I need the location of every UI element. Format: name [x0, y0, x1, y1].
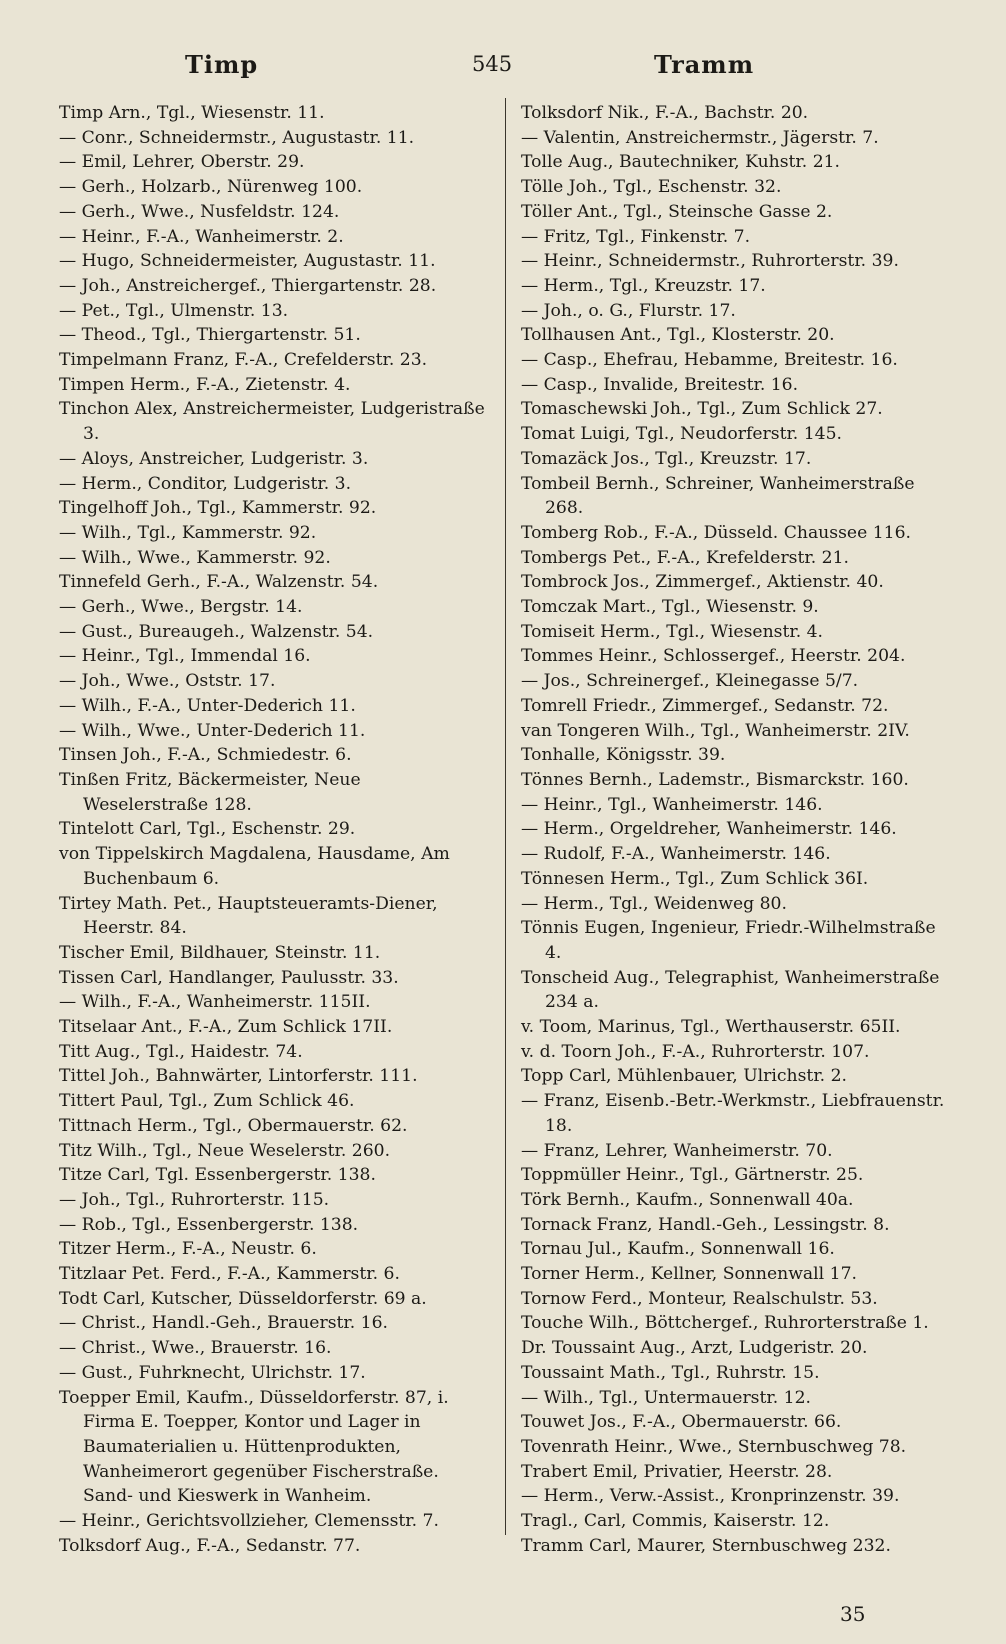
directory-entry: von Tippelskirch Magdalena, Hausdame, Am Buchenbaum 6.	[59, 844, 450, 889]
directory-entry: — Joh., Tgl., Ruhrorterstr. 115.	[59, 1189, 330, 1210]
directory-entry: Tinchon Alex, Anstreichermeister, Ludgeristraße 3.	[59, 399, 485, 445]
directory-entry: — Wilh., Tgl., Untermauerstr. 12.	[521, 1387, 811, 1408]
right-guide-word: Tramm	[654, 50, 755, 79]
directory-entry: — Rob., Tgl., Essenbergerstr. 138.	[59, 1214, 359, 1235]
directory-entry: — Franz, Lehrer, Wanheimerstr. 70.	[521, 1140, 833, 1161]
directory-entry: — Heinr., Gerichtsvollzieher, Clemensstr. 7.	[59, 1511, 439, 1532]
directory-entry: Tramm Carl, Maurer, Sternbuschweg 232.	[521, 1535, 891, 1556]
directory-entry: — Heinr., F.-A., Wanheimerstr. 2.	[59, 226, 344, 247]
directory-entry: — Gust., Bureaugeh., Walzenstr. 54.	[59, 621, 374, 642]
directory-entry: Tomiseit Herm., Tgl., Wiesenstr. 4.	[521, 621, 824, 642]
right-column	[521, 101, 953, 1558]
directory-entry: Tönnes Bernh., Lademstr., Bismarckstr. 160.	[521, 769, 909, 790]
directory-entry: Dr. Toussaint Aug., Arzt, Ludgeristr. 20.	[521, 1338, 868, 1359]
directory-entry: Touche Wilh., Böttchergef., Ruhrorterstraße 1.	[521, 1313, 929, 1334]
directory-entry: Trabert Emil, Privatier, Heerstr. 28.	[521, 1461, 833, 1482]
directory-entry: — Gust., Fuhrknecht, Ulrichstr. 17.	[59, 1362, 366, 1383]
directory-entry: — Gerh., Holzarb., Nürenweg 100.	[59, 177, 363, 198]
directory-entry: Tollhausen Ant., Tgl., Klosterstr. 20.	[521, 325, 835, 346]
directory-entry: — Casp., Invalide, Breitestr. 16.	[521, 374, 799, 395]
directory-entry: — Wilh., F.-A., Unter-Dederich 11.	[59, 695, 356, 716]
directory-entry: Tombrock Jos., Zimmergef., Aktienstr. 40.	[521, 572, 884, 593]
directory-entry: Torner Herm., Kellner, Sonnenwall 17.	[521, 1264, 857, 1285]
left-guide-word: Timp	[185, 50, 259, 79]
directory-entry: Tölle Joh., Tgl., Eschenstr. 32.	[521, 177, 782, 198]
directory-entry: — Joh., Wwe., Oststr. 17.	[59, 671, 276, 692]
directory-entry: Titz Wilh., Tgl., Neue Weselerstr. 260.	[59, 1140, 391, 1161]
directory-entry: Tittnach Herm., Tgl., Obermauerstr. 62.	[59, 1115, 408, 1136]
directory-entry: — Conr., Schneidermstr., Augustastr. 11.	[59, 127, 415, 148]
directory-entry: — Franz, Eisenb.-Betr.-Werkmstr., Liebfrauenstr. 18.	[521, 1091, 945, 1136]
directory-entry: — Herm., Tgl., Weidenweg 80.	[521, 893, 787, 914]
directory-entry: Tornow Ferd., Monteur, Realschulstr. 53.	[521, 1288, 878, 1309]
directory-entry: Touwet Jos., F.-A., Obermauerstr. 66.	[521, 1412, 842, 1433]
directory-entry: — Emil, Lehrer, Oberstr. 29.	[59, 152, 305, 173]
directory-entry: Tonscheid Aug., Telegraphist, Wanheimerstraße 234 a.	[521, 967, 940, 1013]
directory-entry: Toepper Emil, Kaufm., Düsseldorferstr. 87, i. Firma E. Toepper, Kontor und Lager in Baumaterialien u. Hüttenprodukten, Wanheimerort gegenüber Fischerstraße. Sand- und Kieswerk in Wanheim.	[59, 1387, 449, 1507]
directory-entry: — Heinr., Schneidermstr., Ruhrorterstr. 39.	[521, 251, 899, 272]
directory-entry: — Fritz, Tgl., Finkenstr. 7.	[521, 226, 751, 247]
page-header	[0, 50, 1006, 90]
directory-entry: Törk Bernh., Kaufm., Sonnenwall 40a.	[521, 1189, 854, 1210]
left-column	[59, 101, 491, 1558]
directory-entry: Tissen Carl, Handlanger, Paulusstr. 33.	[59, 967, 399, 988]
directory-entry: Tombergs Pet., F.-A., Krefelderstr. 21.	[521, 547, 849, 568]
directory-entry: Toussaint Math., Tgl., Ruhrstr. 15.	[521, 1362, 820, 1383]
directory-entry: Tomazäck Jos., Tgl., Kreuzstr. 17.	[521, 448, 812, 469]
directory-entry: — Jos., Schreinergef., Kleinegasse 5/7.	[521, 671, 859, 692]
directory-entry: — Wilh., Wwe., Kammerstr. 92.	[59, 547, 331, 568]
directory-entry: Tomrell Friedr., Zimmergef., Sedanstr. 72.	[521, 695, 889, 716]
directory-entry: Tomberg Rob., F.-A., Düsseld. Chaussee 116.	[521, 522, 911, 543]
directory-entry: van Tongeren Wilh., Tgl., Wanheimerstr. 2IV.	[521, 720, 910, 741]
directory-entry: Titzer Herm., F.-A., Neustr. 6.	[59, 1239, 317, 1260]
column-divider	[505, 98, 506, 1535]
directory-entry: Tinsen Joh., F.-A., Schmiedestr. 6.	[59, 745, 352, 766]
signature-mark: 35	[840, 1602, 866, 1626]
directory-entry: — Gerh., Wwe., Nusfeldstr. 124.	[59, 201, 340, 222]
directory-entry: — Rudolf, F.-A., Wanheimerstr. 146.	[521, 844, 831, 865]
directory-entry: Timpen Herm., F.-A., Zietenstr. 4.	[59, 374, 351, 395]
directory-entry: Timpelmann Franz, F.-A., Crefelderstr. 23.	[59, 350, 428, 371]
directory-entry: Tönnesen Herm., Tgl., Zum Schlick 36I.	[521, 868, 869, 889]
directory-entry: Tornack Franz, Handl.-Geh., Lessingstr. 8.	[521, 1214, 890, 1235]
directory-entry: Tintelott Carl, Tgl., Eschenstr. 29.	[59, 819, 356, 840]
directory-entry: — Heinr., Tgl., Wanheimerstr. 146.	[521, 794, 823, 815]
directory-entry: — Herm., Conditor, Ludgeristr. 3.	[59, 473, 352, 494]
directory-entry: — Wilh., F.-A., Wanheimerstr. 115II.	[59, 992, 371, 1013]
directory-entry: Tittert Paul, Tgl., Zum Schlick 46.	[59, 1091, 355, 1112]
directory-entry: Titselaar Ant., F.-A., Zum Schlick 17II.	[59, 1017, 393, 1038]
directory-entry: v. d. Toorn Joh., F.-A., Ruhrorterstr. 107.	[521, 1041, 870, 1062]
directory-entry: — Christ., Handl.-Geh., Brauerstr. 16.	[59, 1313, 389, 1334]
directory-entry: Tomczak Mart., Tgl., Wiesenstr. 9.	[521, 597, 819, 618]
directory-entry: — Joh., o. G., Flurstr. 17.	[521, 300, 736, 321]
directory-entry: Tovenrath Heinr., Wwe., Sternbuschweg 78.	[521, 1436, 907, 1457]
directory-entry: — Herm., Orgeldreher, Wanheimerstr. 146.	[521, 819, 897, 840]
directory-entry: Tragl., Carl, Commis, Kaiserstr. 12.	[521, 1511, 830, 1532]
directory-entry: — Pet., Tgl., Ulmenstr. 13.	[59, 300, 289, 321]
directory-entry: Todt Carl, Kutscher, Düsseldorferstr. 69 a.	[59, 1288, 427, 1309]
directory-entry: — Hugo, Schneidermeister, Augustastr. 11.	[59, 251, 436, 272]
directory-entry: Timp Arn., Tgl., Wiesenstr. 11.	[59, 103, 325, 123]
directory-entry: Tischer Emil, Bildhauer, Steinstr. 11.	[59, 942, 381, 963]
directory-entry: — Heinr., Tgl., Immendal 16.	[59, 646, 311, 667]
directory-entry: — Gerh., Wwe., Bergstr. 14.	[59, 597, 303, 618]
directory-entry: — Christ., Wwe., Brauerstr. 16.	[59, 1338, 332, 1359]
directory-entry: — Herm., Verw.-Assist., Kronprinzenstr. 39.	[521, 1486, 900, 1507]
directory-entry: — Casp., Ehefrau, Hebamme, Breitestr. 16.	[521, 350, 898, 371]
directory-entry: Titt Aug., Tgl., Haidestr. 74.	[59, 1041, 303, 1062]
directory-entry: — Aloys, Anstreicher, Ludgeristr. 3.	[59, 448, 369, 469]
directory-entry: Töller Ant., Tgl., Steinsche Gasse 2.	[521, 201, 833, 222]
directory-entry: v. Toom, Marinus, Tgl., Werthauserstr. 65II.	[521, 1017, 901, 1038]
directory-entry: Tolksdorf Nik., F.-A., Bachstr. 20.	[521, 103, 809, 123]
directory-entry: — Herm., Tgl., Kreuzstr. 17.	[521, 275, 766, 296]
directory-entry: Tornau Jul., Kaufm., Sonnenwall 16.	[521, 1239, 835, 1260]
directory-entry: Topp Carl, Mühlenbauer, Ulrichstr. 2.	[521, 1066, 847, 1087]
directory-entry: — Wilh., Tgl., Kammerstr. 92.	[59, 522, 317, 543]
directory-entry: Tommes Heinr., Schlossergef., Heerstr. 204.	[521, 646, 906, 667]
directory-entry: Tonhalle, Königsstr. 39.	[521, 745, 726, 766]
directory-entry: Tittel Joh., Bahnwärter, Lintorferstr. 111.	[59, 1066, 418, 1087]
directory-entry: Tolksdorf Aug., F.-A., Sedanstr. 77.	[59, 1535, 361, 1556]
directory-entry: Tinßen Fritz, Bäckermeister, Neue Weselerstraße 128.	[59, 769, 361, 815]
directory-entry: Titzlaar Pet. Ferd., F.-A., Kammerstr. 6.	[59, 1264, 400, 1285]
directory-entry: Tirtey Math. Pet., Hauptsteueramts-Diener, Heerstr. 84.	[59, 893, 438, 939]
directory-entry: — Valentin, Anstreichermstr., Jägerstr. 7.	[521, 127, 879, 148]
directory-entry: Tolle Aug., Bautechniker, Kuhstr. 21.	[521, 152, 841, 173]
directory-entry: Tombeil Bernh., Schreiner, Wanheimerstraße 268.	[521, 473, 915, 519]
directory-entry: — Wilh., Wwe., Unter-Dederich 11.	[59, 720, 366, 741]
directory-entry: Titze Carl, Tgl. Essenbergerstr. 138.	[59, 1165, 376, 1186]
directory-entry: Tönnis Eugen, Ingenieur, Friedr.-Wilhelmstraße 4.	[521, 918, 936, 963]
page-number: 545	[472, 52, 513, 76]
directory-entry: Tomaschewski Joh., Tgl., Zum Schlick 27.	[521, 399, 883, 420]
directory-entry: Tingelhoff Joh., Tgl., Kammerstr. 92.	[59, 498, 377, 519]
directory-entry: Tinnefeld Gerh., F.-A., Walzenstr. 54.	[59, 572, 379, 593]
directory-entry: — Joh., Anstreichergef., Thiergartenstr. 28.	[59, 275, 437, 296]
directory-entry: Tomat Luigi, Tgl., Neudorferstr. 145.	[521, 424, 842, 445]
directory-entry: — Theod., Tgl., Thiergartenstr. 51.	[59, 325, 361, 346]
directory-entry: Toppmüller Heinr., Tgl., Gärtnerstr. 25.	[521, 1165, 864, 1186]
